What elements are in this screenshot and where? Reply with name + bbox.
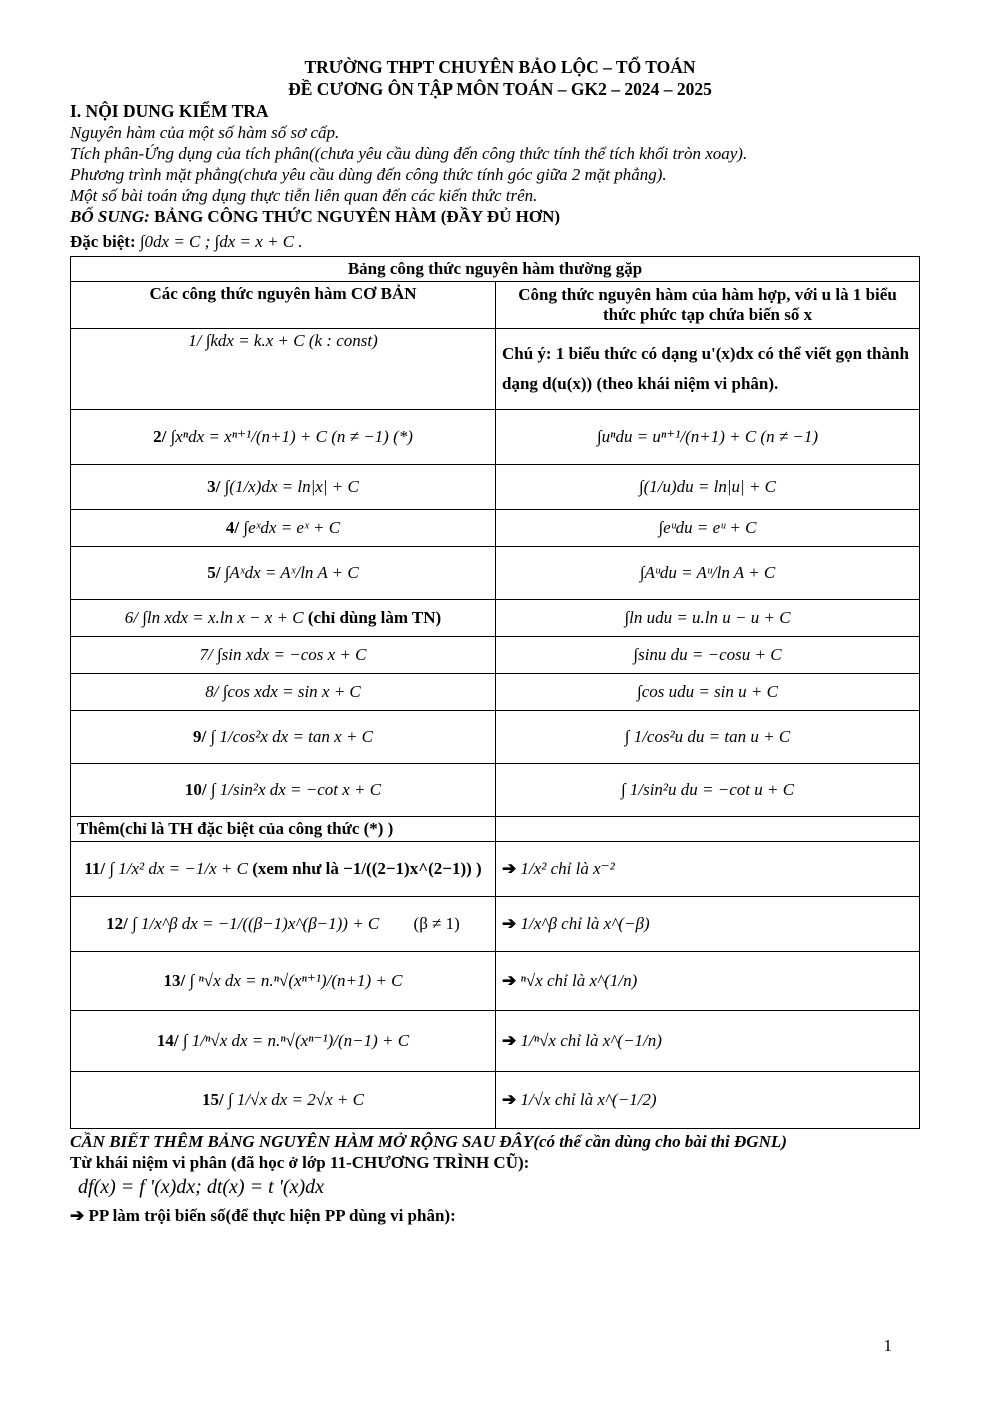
table-row — [71, 674, 920, 711]
formula-basic: 14/ ∫ 1/ⁿ√x dx = n.ⁿ√(xⁿ⁻¹)/(n−1) + C — [71, 1011, 496, 1072]
formula-composite: ∫ 1/cos²u du = tan u + C — [496, 711, 920, 764]
formula-composite: ∫eᵘdu = eᵘ + C — [496, 510, 920, 547]
table-row — [71, 547, 920, 600]
supplement-line — [70, 206, 930, 227]
formula-composite: ➔ ⁿ√x chỉ là x^(1/n) — [496, 952, 920, 1011]
table-row — [71, 817, 920, 842]
extra-header: Thêm(chỉ là TH đặc biệt của công thức (*) ) — [71, 817, 496, 842]
formula-basic: 8/ ∫cos xdx = sin x + C — [71, 674, 496, 711]
arrow-right-icon: ➔ — [502, 859, 517, 878]
supplement-label: BỔ SUNG: — [70, 207, 150, 226]
section-heading: I. NỘI DUNG KIỂM TRA — [70, 101, 269, 121]
formula-composite: ∫sinu du = −cosu + C — [496, 637, 920, 674]
formula-basic: 10/ ∫ 1/sin²x dx = −cot x + C — [71, 764, 496, 817]
arrow-right-icon: ➔ — [502, 1090, 517, 1109]
special-line — [70, 231, 930, 252]
formula-composite: ∫uⁿdu = uⁿ⁺¹/(n+1) + C (n ≠ −1) — [496, 410, 920, 465]
antiderivative-table — [70, 256, 920, 1129]
document-title: ĐỀ CƯƠNG ÔN TẬP MÔN TOÁN – GK2 – 2024 – 2025 — [288, 79, 712, 99]
arrow-right-icon: ➔ — [502, 914, 517, 933]
table-row — [71, 410, 920, 465]
table-row — [71, 711, 920, 764]
special-label: Đặc biệt: — [70, 232, 136, 251]
table-row — [71, 952, 920, 1011]
formula-basic: 1/ ∫kdx = k.x + C (k : const) — [71, 329, 496, 410]
formula-basic: 6/ ∫ln xdx = x.ln x − x + C (chỉ dùng làm TN) — [71, 600, 496, 637]
differential-formula: df(x) = f '(x)dx; dt(x) = t '(x)dx — [78, 1176, 324, 1198]
table-row — [71, 1011, 920, 1072]
content-item: Tích phân-Ứng dụng của tích phân((chưa yêu cầu dùng đến công thức tính thể tích khối tròn xoay). — [70, 144, 748, 163]
table-row — [71, 764, 920, 817]
formula-composite: ∫Aᵘdu = Aᵘ/ln A + C — [496, 547, 920, 600]
extended-table-note: CẦN BIẾT THÊM BẢNG NGUYÊN HÀM MỞ RỘNG SAU ĐÂY(có thể cần dùng cho bài thi ĐGNL) — [70, 1132, 787, 1151]
content-item: Một số bài toán ứng dụng thực tiễn liên quan đến các kiến thức trên. — [70, 186, 538, 205]
school-name: TRƯỜNG THPT CHUYÊN BẢO LỘC – TỔ TOÁN — [304, 57, 696, 77]
supplement-title: BẢNG CÔNG THỨC NGUYÊN HÀM (ĐẦY ĐỦ HƠN) — [154, 207, 561, 226]
formula-composite: ∫ 1/sin²u du = −cot u + C — [496, 764, 920, 817]
formula-composite: ∫cos udu = sin u + C — [496, 674, 920, 711]
table-header-row — [71, 282, 920, 329]
differential-note: Chú ý: 1 biểu thức có dạng u'(x)dx có thể viết gọn thành dạng d(u(x)) (theo khái niệm vi phân). — [496, 329, 920, 410]
formula-composite: ➔ 1/x^β chỉ là x^(−β) — [496, 897, 920, 952]
formula-composite: ➔ 1/√x chỉ là x^(−1/2) — [496, 1072, 920, 1129]
table-row — [71, 637, 920, 674]
document-page — [70, 56, 930, 1226]
formula-composite: ➔ 1/x² chỉ là x⁻² — [496, 842, 920, 897]
content-item: Nguyên hàm của một số hàm số sơ cấp. — [70, 123, 340, 142]
table-row — [71, 465, 920, 510]
special-formula: ∫0dx = C ; ∫dx = x + C . — [139, 232, 303, 251]
page-number: 1 — [883, 1336, 892, 1355]
arrow-right-icon: ➔ — [502, 971, 517, 990]
formula-basic: 13/ ∫ ⁿ√x dx = n.ⁿ√(xⁿ⁺¹)/(n+1) + C — [71, 952, 496, 1011]
table-row — [71, 842, 920, 897]
content-item: Phương trình mặt phẳng(chưa yêu cầu dùng đến công thức tính góc giữa 2 mặt phẳng). — [70, 165, 667, 184]
table-title: Bảng công thức nguyên hàm thường gặp — [71, 257, 920, 282]
arrow-right-icon: ➔ — [502, 1031, 517, 1050]
formula-basic: 4/ ∫eˣdx = eˣ + C — [71, 510, 496, 547]
method-line: ➔ PP làm trội biến số(để thực hiện PP dùng vi phân): — [70, 1206, 456, 1225]
table-row — [71, 1072, 920, 1129]
formula-basic: 15/ ∫ 1/√x dx = 2√x + C — [71, 1072, 496, 1129]
table-row — [71, 510, 920, 547]
col2-header: Công thức nguyên hàm của hàm hợp, với u là 1 biểu thức phức tạp chứa biến số x — [496, 282, 920, 329]
formula-composite: ∫ln udu = u.ln u − u + C — [496, 600, 920, 637]
differential-intro: Từ khái niệm vi phân (đã học ở lớp 11-CHƯƠNG TRÌNH CŨ): — [70, 1153, 530, 1172]
formula-basic: 9/ ∫ 1/cos²x dx = tan x + C — [71, 711, 496, 764]
table-row — [71, 897, 920, 952]
formula-basic: 12/ ∫ 1/x^β dx = −1/((β−1)x^(β−1)) + C (β ≠ 1) — [71, 897, 496, 952]
table-title-row — [71, 257, 920, 282]
col1-header: Các công thức nguyên hàm CƠ BẢN — [71, 282, 496, 329]
arrow-right-icon: ➔ — [70, 1206, 85, 1225]
formula-basic: 3/ ∫(1/x)dx = ln|x| + C — [71, 465, 496, 510]
formula-basic: 11/ ∫ 1/x² dx = −1/x + C (xem như là −1/((2−1)x^(2−1)) ) — [71, 842, 496, 897]
empty-cell — [496, 817, 920, 842]
formula-basic: 2/ ∫xⁿdx = xⁿ⁺¹/(n+1) + C (n ≠ −1) (*) — [71, 410, 496, 465]
formula-composite: ∫(1/u)du = ln|u| + C — [496, 465, 920, 510]
table-row — [71, 600, 920, 637]
formula-basic: 5/ ∫Aˣdx = Aˣ/ln A + C — [71, 547, 496, 600]
formula-basic: 7/ ∫sin xdx = −cos x + C — [71, 637, 496, 674]
formula-composite: ➔ 1/ⁿ√x chỉ là x^(−1/n) — [496, 1011, 920, 1072]
table-row — [71, 329, 920, 410]
